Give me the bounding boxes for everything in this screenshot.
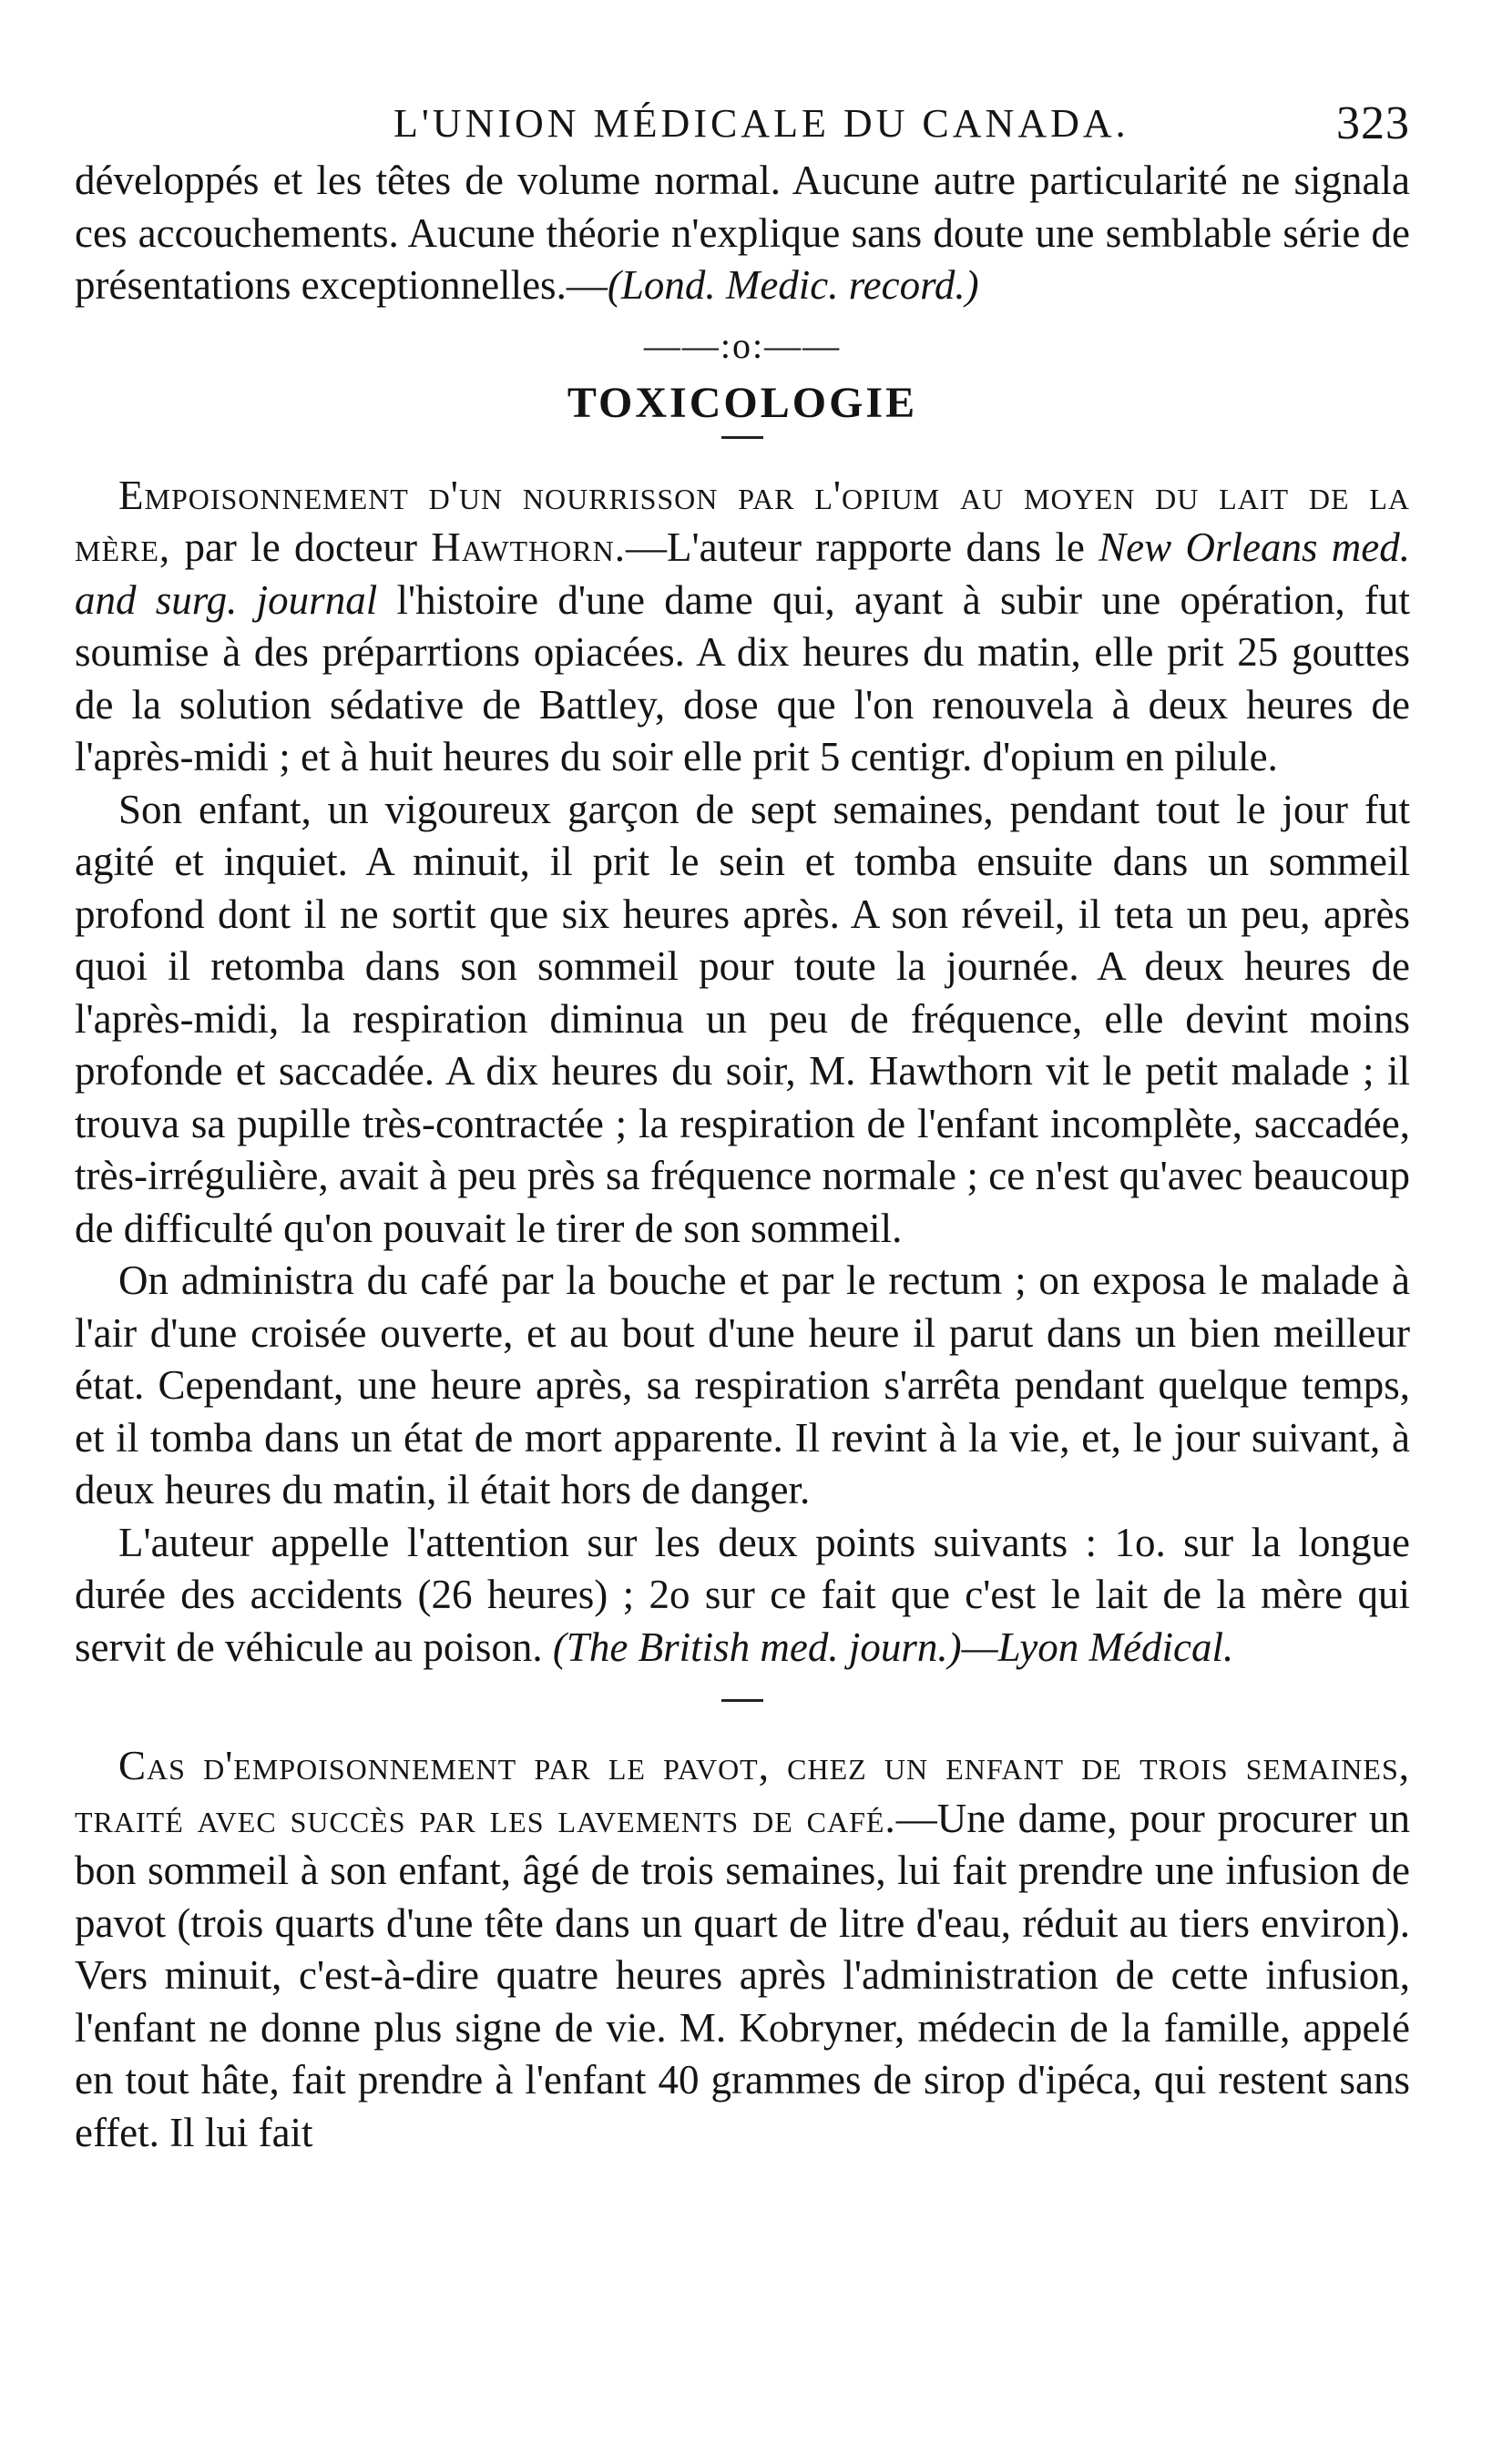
- article1-paragraph1: [75, 470, 1410, 784]
- article1-p4-source: (The British med. journ.)—Lyon Médical.: [552, 1624, 1234, 1670]
- intro-paragraph: [75, 155, 1410, 312]
- article1-paragraph3: On administra du café par la bouche et par le rectum ; on exposa le malade à l'air d'une croisée ouverte, et au bout d'une heure il parut dans un bien meilleur état. Cependant, une heure après, sa respiration s'arrêta pendant quelque temps, et il tomba dans un état de mort apparente. Il revint à la vie, et, le jour suivant, à deux heures du matin, il était hors de danger.: [75, 1257, 1410, 1512]
- article1-heading: Empoisonnement d'un nourrisson par l'opium au moyen du lait de la mère,: [75, 472, 1410, 570]
- page: [75, 97, 1411, 2159]
- running-title: L'UNION MÉDICALE DU CANADA.: [393, 101, 1129, 146]
- running-head: [75, 97, 1410, 155]
- short-rule: [721, 1699, 763, 1702]
- article1-text-a: —L'auteur rapporte dans le: [625, 524, 1099, 570]
- body-text: [75, 155, 1410, 2159]
- article2-text: —Une dame, pour procurer un bon sommeil à son enfant, âgé de trois semaines, lui fait prendre une infusion de pavot (trois quarts d'une tête dans un quart de litre d'eau, réduit au tiers environ). Vers minuit, c'est-à-dire quatre heures après l'administration de cette infusion, l'enfant ne donne plus signe de vie. M. Kobryner, médecin de la famille, appelé en tout hâte, fait prendre à l'enfant 40 grammes de sirop d'ipéca, qui restent sans effet. Il lui fait: [75, 1795, 1411, 2155]
- short-rule: [721, 436, 763, 439]
- article1-text-b: l'histoire d'une dame qui, ayant à subir une opération, fut soumise à des préparrtions opiacées. A dix heures du matin, elle prit 25 gouttes de la solution sédative de Battley, dose que l'on renouvela à deux heures de l'après-midi ; et à huit heures du soir elle prit 5 centigr. d'opium en pilule.: [75, 576, 1410, 779]
- separator: ——:o:——: [643, 324, 842, 366]
- article1-author-prefix: par le docteur: [170, 524, 432, 570]
- article1-journal: New Orleans med. and surg. journal: [75, 524, 1410, 623]
- article2-paragraph: [75, 1740, 1410, 2159]
- section-title: TOXICOLOGIE: [567, 378, 918, 427]
- intro-source: (Lond. Medic. record.): [607, 262, 979, 308]
- article1-p4-text: L'auteur appelle l'attention sur les deux points suivants : 1o. sur la longue durée des accidents (26 heures) ; 2o sur ce fait que c'est le lait de la mère qui servit de véhicule au poison.: [75, 1519, 1410, 1670]
- article2-heading: Cas d'empoisonnement par le pavot, chez un enfant de trois semaines, traité avec succès par les lavements de café.: [75, 1743, 1410, 1841]
- article1-author: Hawthorn.: [431, 524, 626, 570]
- article1-paragraph2: Son enfant, un vigoureux garçon de sept semaines, pendant tout le jour fut agité et inquiet. A minuit, il prit le sein et tomba ensuite dans un sommeil profond dont il ne sortit que six heures après. A son réveil, il teta un peu, après quoi il retomba dans son sommeil pour toute la journée. A deux heures de l'après-midi, la respiration diminua un peu de fréquence, elle devint moins profonde et saccadée. A dix heures du soir, M. Hawthorn vit le petit malade ; il trouva sa pupille très-contractée ; la respiration de l'enfant incomplète, saccadée, très-irrégulière, avait à peu près sa fréquence normale ; ce n'est qu'avec beaucoup de difficulté qu'on pouvait le tirer de son sommeil.: [75, 786, 1410, 1251]
- article1-paragraph4: [75, 1517, 1410, 1675]
- page-number: 323: [1336, 97, 1410, 149]
- intro-text: développés et les têtes de volume normal. Aucune autre particularité ne signala ces accouchements. Aucune théorie n'explique sans doute une semblable série de présentations exceptionnelles.—: [75, 158, 1410, 308]
